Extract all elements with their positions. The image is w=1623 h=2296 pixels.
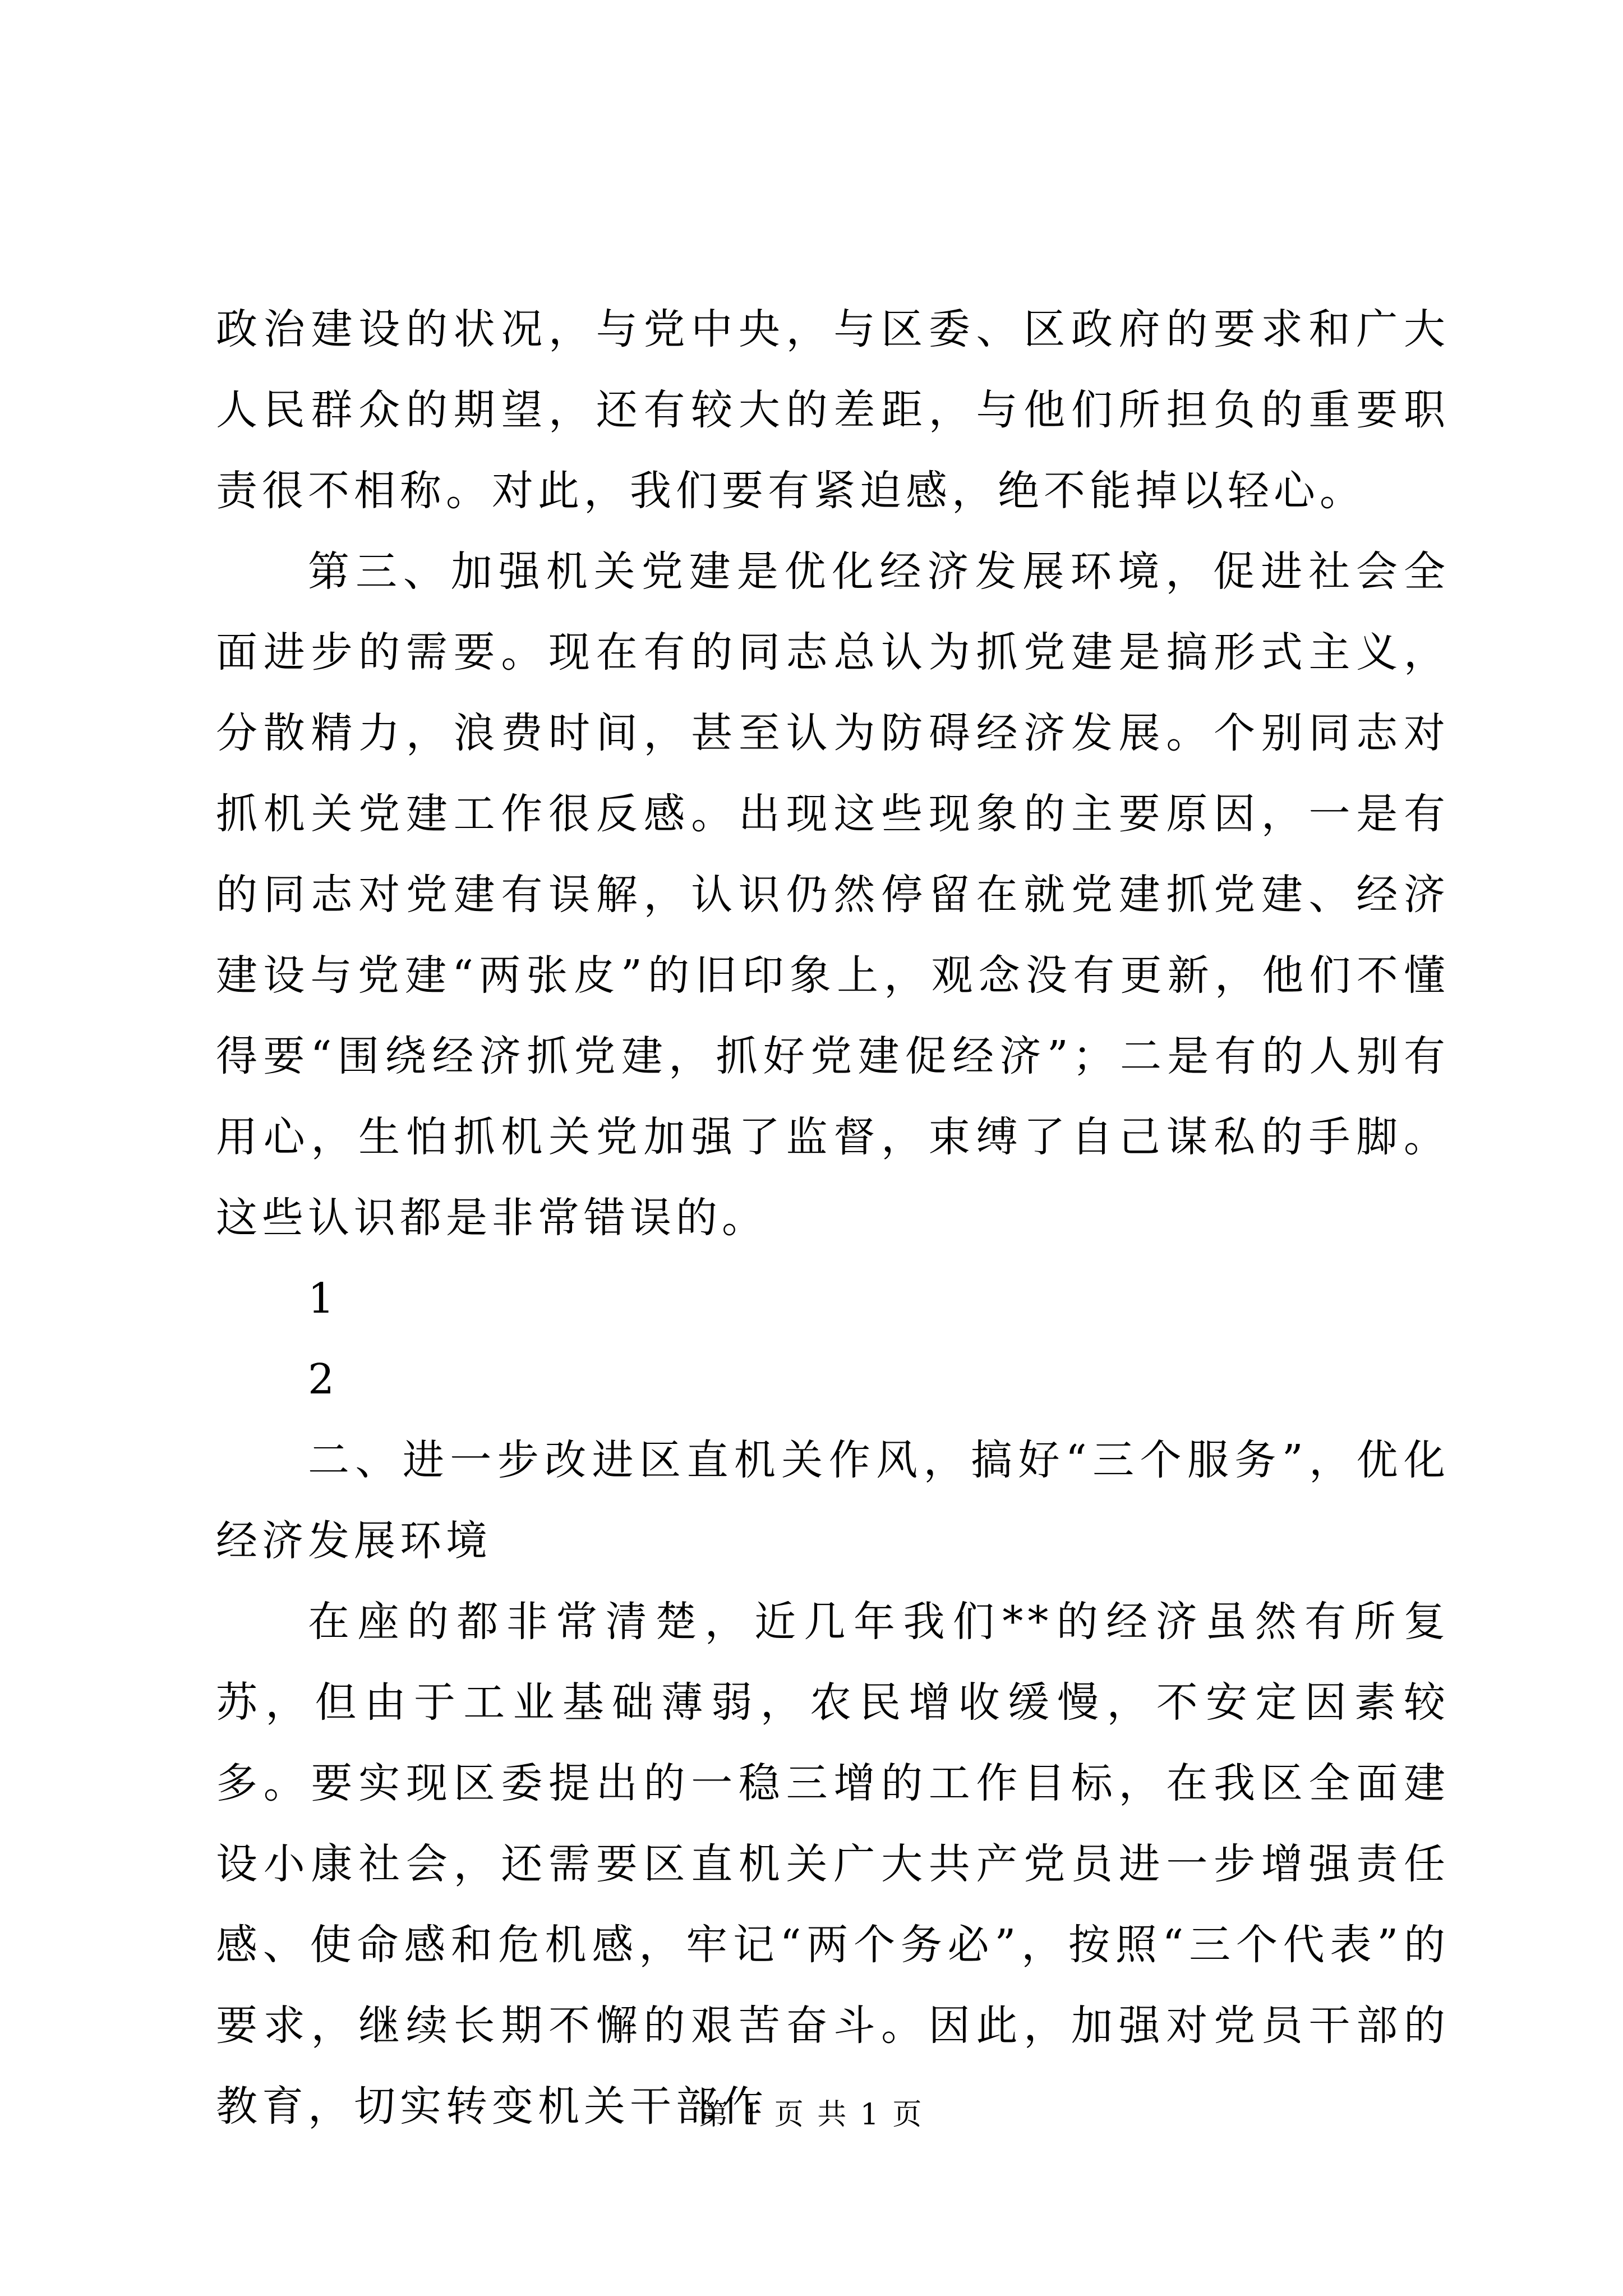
paragraph-number-2: 2 <box>308 1355 339 1404</box>
paragraph-third-point: 第三、加强机关党建是优化经济发展环境，促进社会全面进步的需要。现在有的同志总认为抓党建是搞形式主义，分散精力，浪费时间，甚至认为防碍经济发展。个别同志对抓机关党建工作很反感。出现这些现象的主要原因，一是有的同志对党建有误解，认识仍然停留在就党建抓党建、经济建设与党建“两张皮”的旧印象上，观念没有更新，他们不懂得要“围绕经济抓党建，抓好党建促经济”；二是有的人别有用心，生怕抓机关党加强了监督，束缚了自己谋私的手脚。这些认识都是非常错误的。 <box>216 547 1450 1242</box>
paragraph-continuation: 政治建设的状况，与党中央，与区委、区政府的要求和广大人民群众的期望，还有较大的差距，与他们所担负的重要职责很不相称。对此，我们要有紧迫感，绝不能掉以轻心。 <box>216 305 1450 515</box>
paragraph-economy: 在座的都非常清楚，近几年我们**的经济虽然有所复苏，但由于工业基础薄弱，农民增收缓慢，不安定因素较多。要实现区委提出的一稳三增的工作目标，在我区全面建设小康社会，还需要区直机关广大共产党员进一步增强责任感、使命感和危机感，牢记“两个务必”，按照“三个代表”的要求，继续长期不懈的艰苦奋斗。因此，加强对党员干部的教育，切实转变机关干部作 <box>216 1598 1450 2131</box>
section-heading-two: 二、进一步改进区直机关作风，搞好“三个服务”，优化经济发展环境 <box>216 1436 1450 1565</box>
document-body <box>216 289 1450 2147</box>
page-footer: 第 1 页 共 1 页 <box>699 2098 924 2132</box>
paragraph-number-1: 1 <box>308 1274 339 1323</box>
